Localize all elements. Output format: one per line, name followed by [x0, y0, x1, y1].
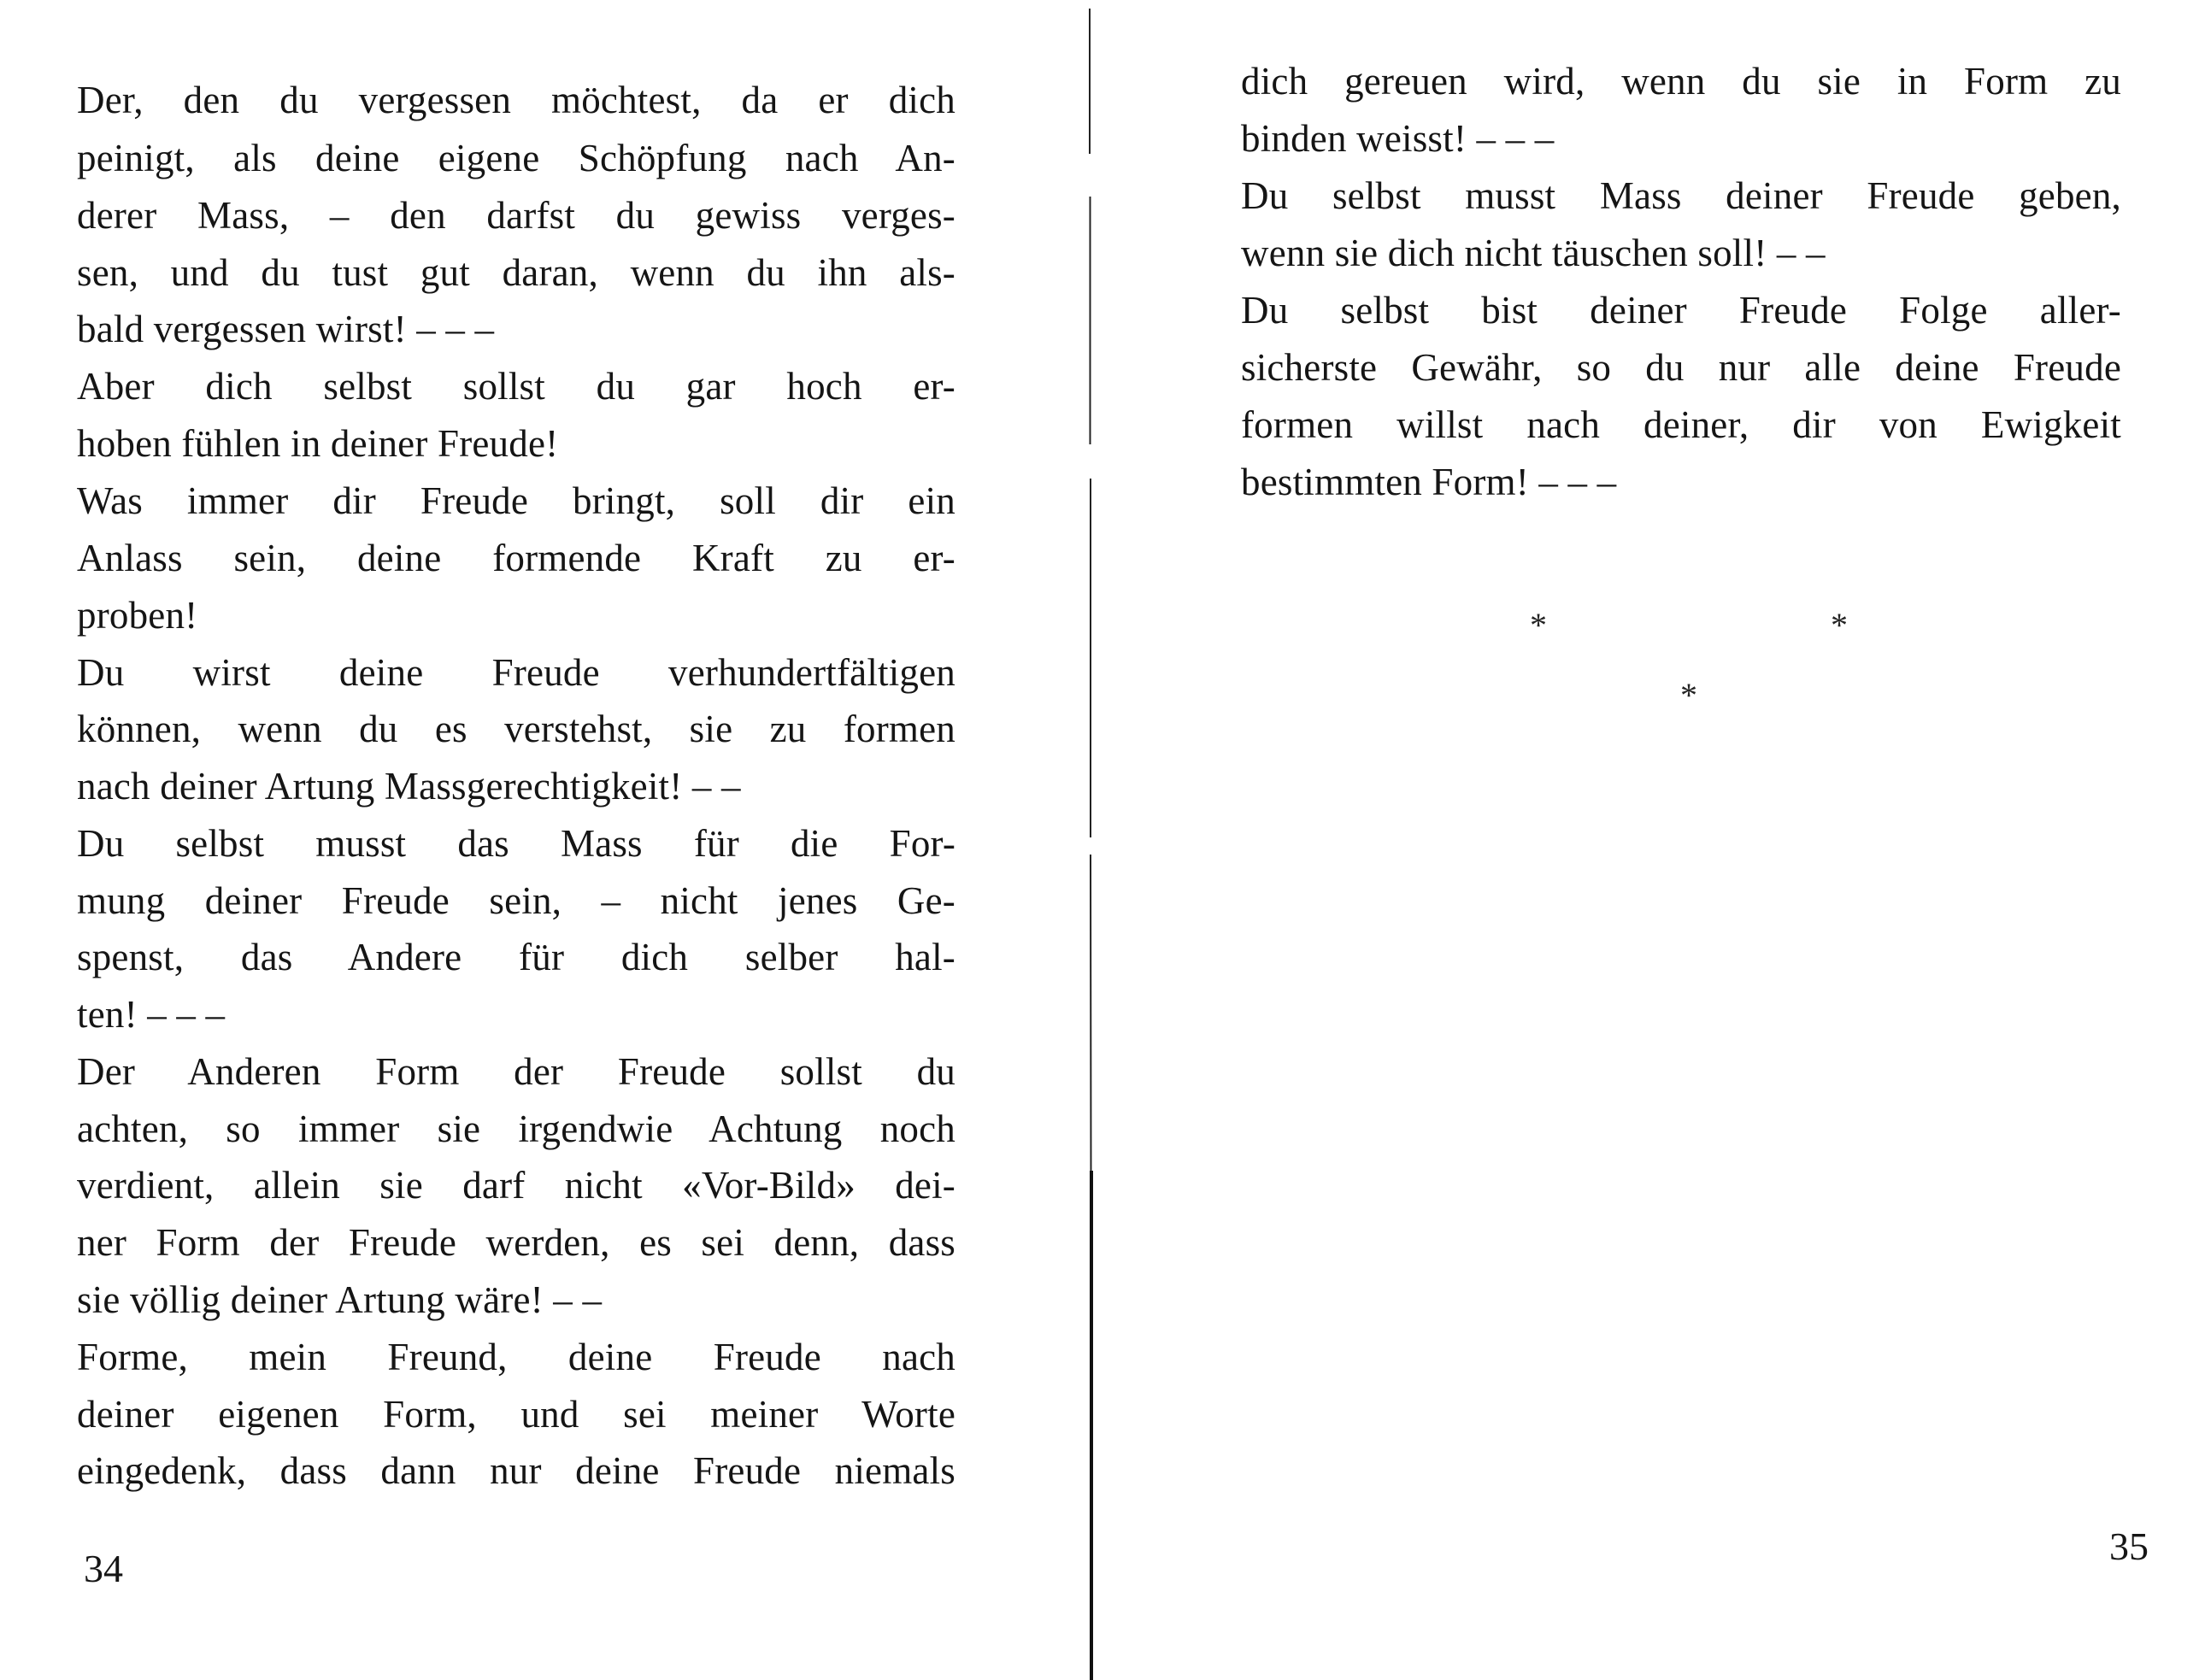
- right-page-line: dich gereuen wird, wenn du sie in Form zu: [1241, 60, 2121, 103]
- asterism-star-2: *: [1831, 606, 1848, 644]
- left-page-line: nach deiner Artung Massgerechtigkeit! – –: [77, 765, 741, 808]
- left-page-line: Forme, mein Freund, deine Freude nach: [77, 1336, 956, 1378]
- left-page-line: achten, so immer sie irgendwie Achtung noch: [77, 1107, 956, 1150]
- left-page-line: peinigt, als deine eigene Schöpfung nach An-: [77, 137, 956, 179]
- right-page-line: bestimmten Form! – – –: [1241, 461, 1617, 503]
- left-page-line: sen, und du tust gut daran, wenn du ihn als-: [77, 251, 956, 294]
- left-page-line: Aber dich selbst sollst du gar hoch er-: [77, 365, 956, 408]
- left-page-line: Der, den du vergessen möchtest, da er dich: [77, 79, 956, 121]
- left-page-line: proben!: [77, 594, 198, 637]
- left-page-line: eingedenk, dass dann nur deine Freude niemals: [77, 1449, 956, 1492]
- left-page-line: Du wirst deine Freude verhundertfältigen: [77, 651, 956, 694]
- left-page-line: bald vergessen wirst! – – –: [77, 308, 495, 350]
- asterism-star-3: *: [1680, 676, 1697, 714]
- left-page-number: 34: [84, 1547, 123, 1590]
- right-page-line: formen willst nach deiner, dir von Ewigkeit: [1241, 403, 2121, 446]
- left-page-line: derer Mass, – den darfst du gewiss verges-: [77, 194, 956, 237]
- left-page-line: deiner eigenen Form, und sei meiner Worte: [77, 1393, 956, 1436]
- left-page-line: sie völlig deiner Artung wäre! – –: [77, 1278, 603, 1321]
- right-page-line: Du selbst bist deiner Freude Folge aller-: [1241, 289, 2121, 332]
- left-page-line: Was immer dir Freude bringt, soll dir ein: [77, 479, 956, 522]
- left-page-line: mung deiner Freude sein, – nicht jenes Ge-: [77, 879, 956, 922]
- left-page-line: können, wenn du es verstehst, sie zu formen: [77, 708, 956, 750]
- right-page-line: wenn sie dich nicht täuschen soll! – –: [1241, 232, 1826, 274]
- asterism-star-1: *: [1530, 606, 1547, 644]
- left-page-line: verdient, allein sie darf nicht «Vor-Bild» dei-: [77, 1164, 956, 1207]
- left-page-line: Der Anderen Form der Freude sollst du: [77, 1050, 956, 1093]
- left-page-line: Du selbst musst das Mass für die For-: [77, 822, 956, 865]
- right-page-line: Du selbst musst Mass deiner Freude geben,: [1241, 174, 2121, 217]
- left-page: [0, 0, 1094, 1680]
- left-page-line: ner Form der Freude werden, es sei denn, dass: [77, 1221, 956, 1264]
- right-page-line: sicherste Gewähr, so du nur alle deine Freude: [1241, 346, 2121, 389]
- left-page-line: spenst, das Andere für dich selber hal-: [77, 936, 956, 978]
- left-page-line: hoben fühlen in deiner Freude!: [77, 422, 559, 465]
- right-page: [1094, 0, 2205, 1680]
- right-page-number: 35: [2109, 1524, 2149, 1568]
- left-page-line: ten! – – –: [77, 993, 226, 1036]
- left-page-line: Anlass sein, deine formende Kraft zu er-: [77, 537, 956, 579]
- right-page-line: binden weisst! – – –: [1241, 117, 1555, 160]
